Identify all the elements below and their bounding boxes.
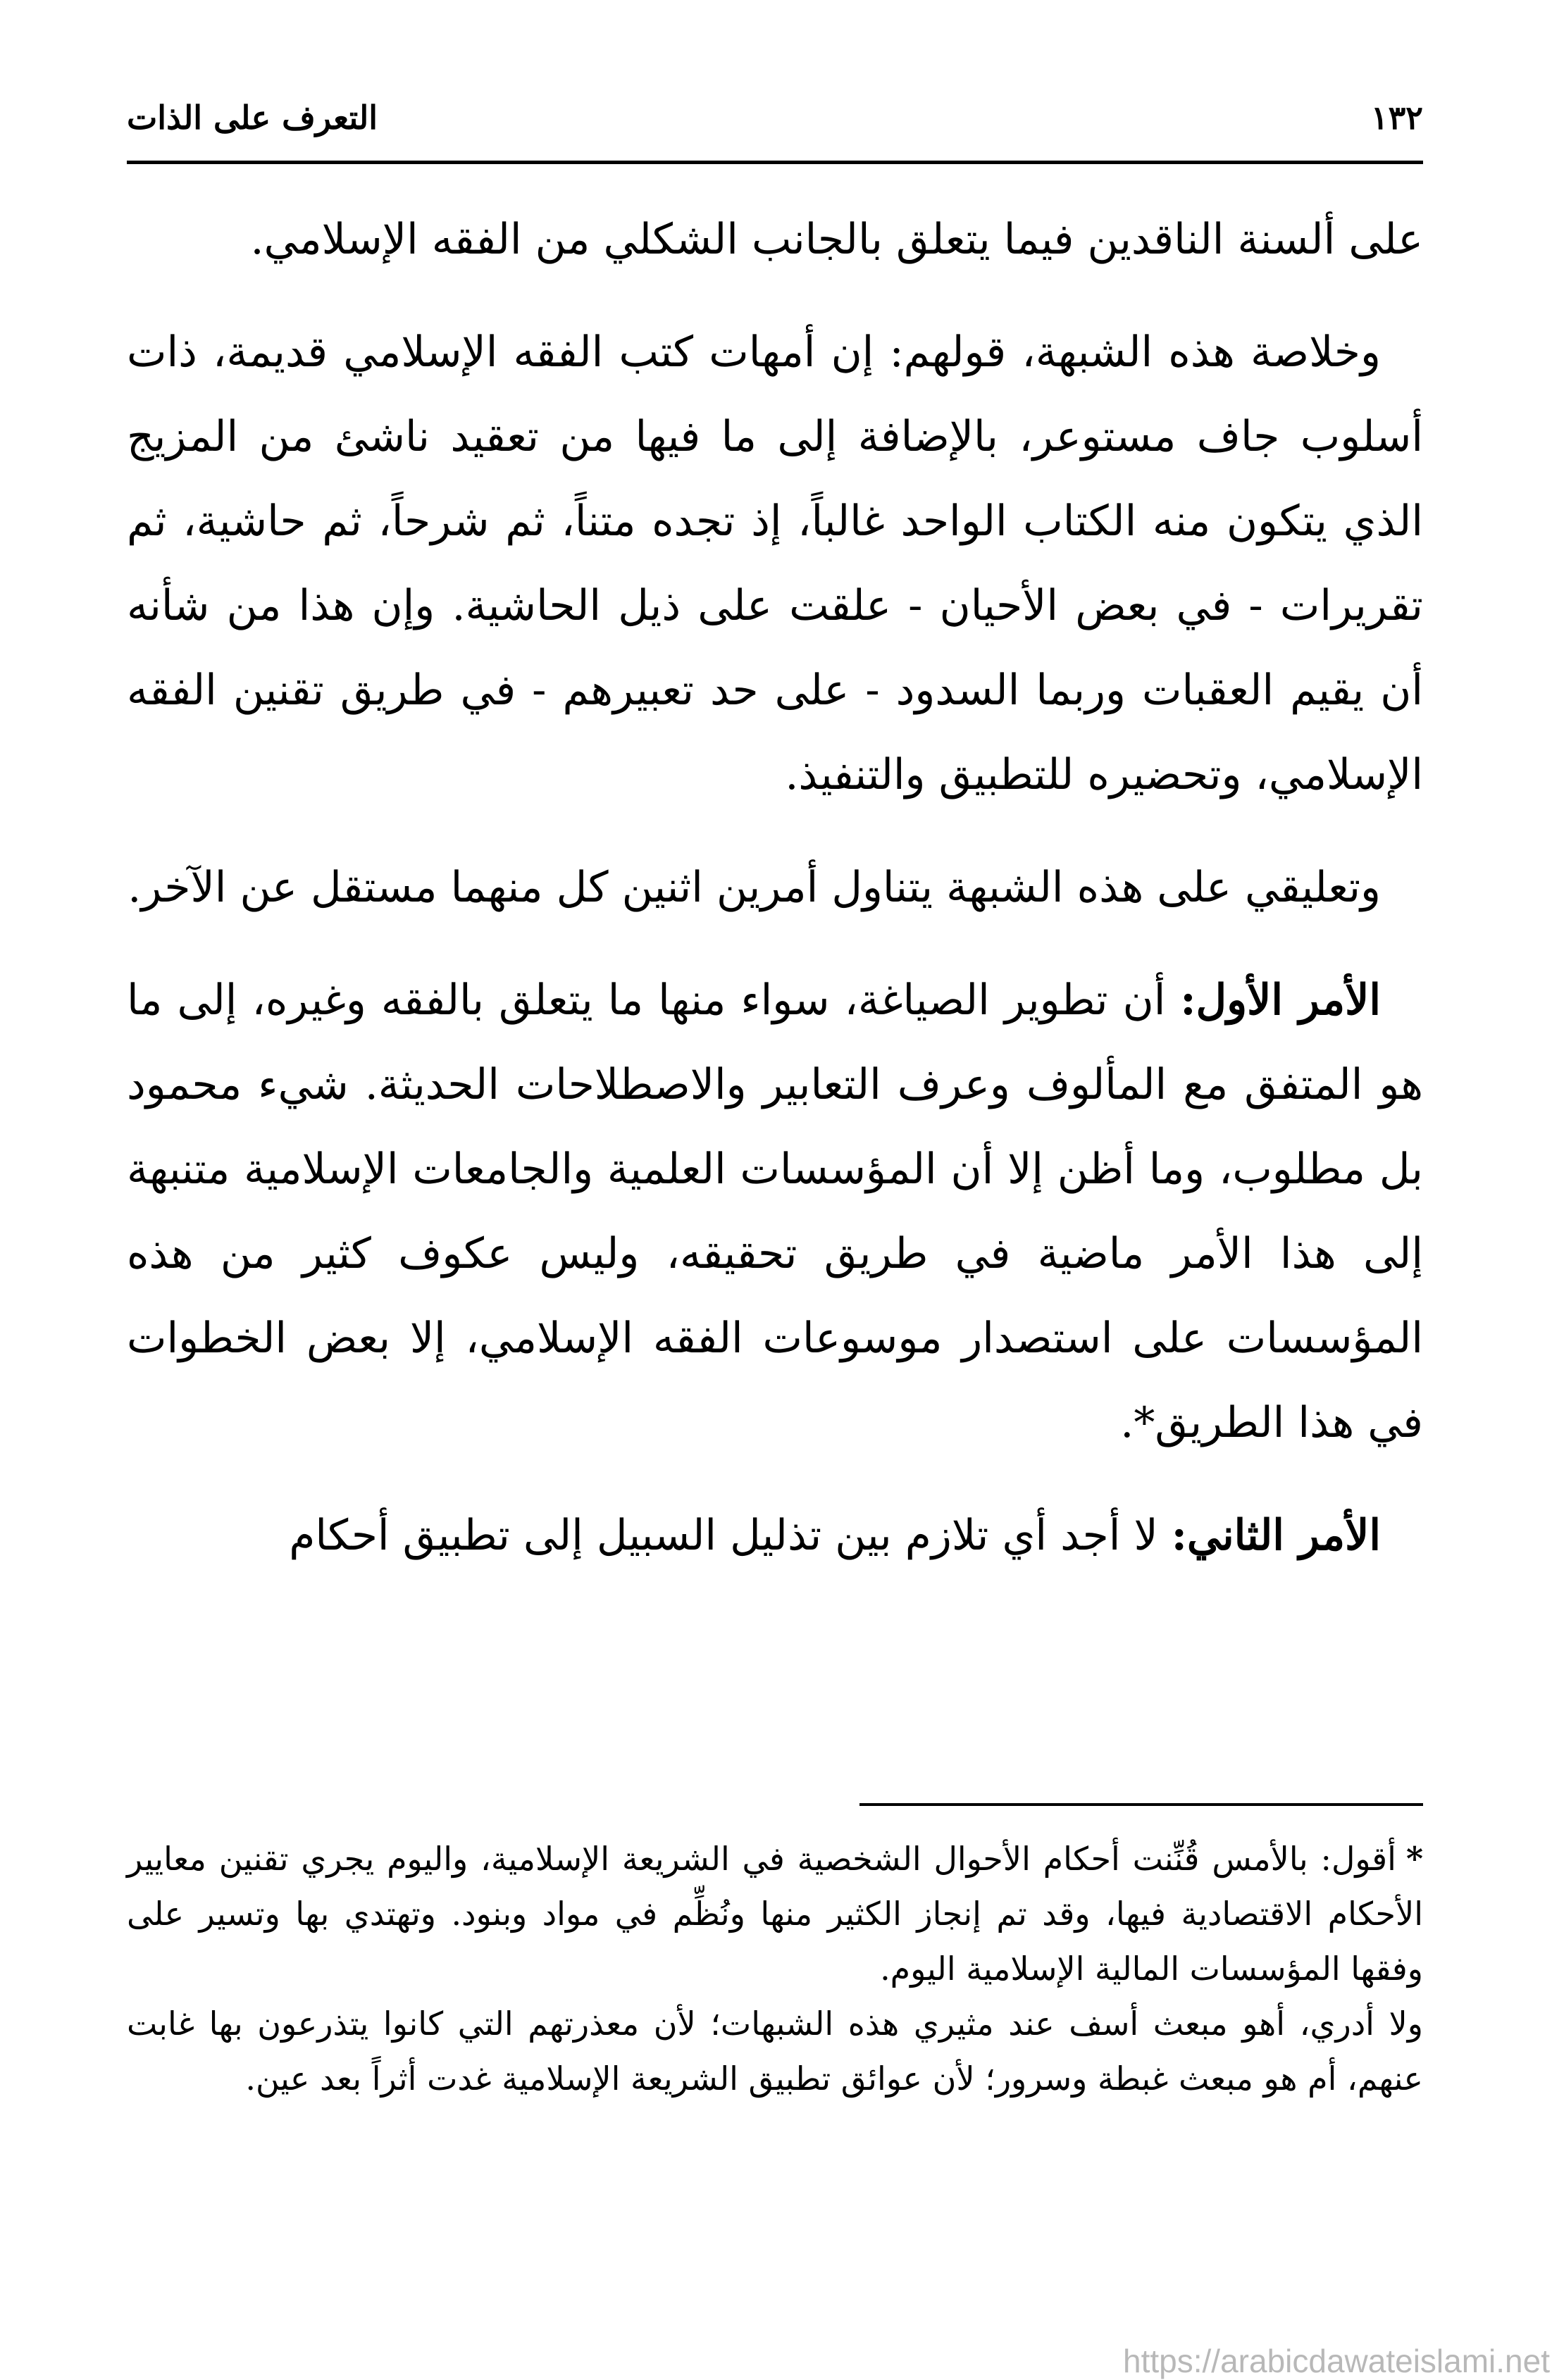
running-header [127,99,1423,155]
second-point-text: لا أجد أي تلازم بين تذليل السبيل إلى تطبيق أحكام [289,1511,1172,1560]
first-point-text: أن تطوير الصياغة، سواء منها ما يتعلق بالفقه وغيره، إلى ما هو المتفق مع المألوف وعرف التعابير والاصطلاحات الحديثة. شيء محمود بل مطلوب، وما أظن إلا أن المؤسسات العلمية والجامعات الإسلامية متنبهة إلى هذا الأمر ماضية في طريق تحقيقه، وليس عكوف كثير من هذه المؤسسات على استصدار موسوعات الفقه الإسلامي، إلا بعض الخطوات في هذا الطريق*. [127,976,1423,1447]
footnote-1-text: أقول: بالأمس قُنِّنت أحكام الأحوال الشخصية في الشريعة الإسلامية، واليوم يجري تقنين معايير الأحكام الاقتصادية فيها، وقد تم إنجاز الكثير منها ونُظِّم في مواد وبنود. وتهتدي بها وتسير على وفقها المؤسسات المالية الإسلامية اليوم. [127,1840,1423,1988]
footnote-marker: * [1405,1840,1423,1878]
watermark-url: https://arabicdawateislami.net [1123,2343,1550,2379]
first-point-heading: الأمر الأول: [1180,976,1381,1025]
footnote-2: ولا أدري، أهو مبعث أسف عند مثيري هذه الشبهات؛ لأن معذرتهم التي كانوا يتذرعون بها غابت عنهم، أم هو مبعث غبطة وسرور؛ لأن عوائق تطبيق الشريعة الإسلامية غدت أثراً بعد عين. [127,2005,1423,2098]
paragraph-3: وتعليقي على هذه الشبهة يتناول أمرين اثنين كل منهما مستقل عن الآخر. [128,863,1381,912]
second-point-heading: الأمر الثاني: [1171,1511,1381,1560]
footnotes [127,1831,1423,2106]
book-title: التعرف على الذات [127,99,378,137]
paragraph-1: على ألسنة الناقدين فيما يتعلق بالجانب الشكلي من الفقه الإسلامي. [250,215,1423,264]
paragraph-2: وخلاصة هذه الشبهة، قولهم: إن أمهات كتب الفقه الإسلامي قديمة، ذات أسلوب جاف مستوعر، بالإضافة إلى ما فيها من تعقيد ناشئ من المزيج الذي يتكون منه الكتاب الواحد غالباً، إذ تجده متناً، ثم شرحاً، ثم حاشية، ثم تقريرات - في بعض الأحيان - علقت على ذيل الحاشية. وإن هذا من شأنه أن يقيم العقبات وربما السدود - على حد تعبيرهم - في طريق تقنين الفقه الإسلامي، وتحضيره للتطبيق والتنفيذ. [127,328,1423,799]
main-text [127,197,1423,1606]
page-number: ١٣٢ [1370,99,1423,137]
paragraph-4 [127,958,1423,1465]
footnote-rule [859,1803,1423,1806]
header-rule [127,161,1423,164]
footnote-1 [127,1831,1423,1996]
book-page [127,85,1550,2379]
paragraph-5 [127,1493,1423,1578]
